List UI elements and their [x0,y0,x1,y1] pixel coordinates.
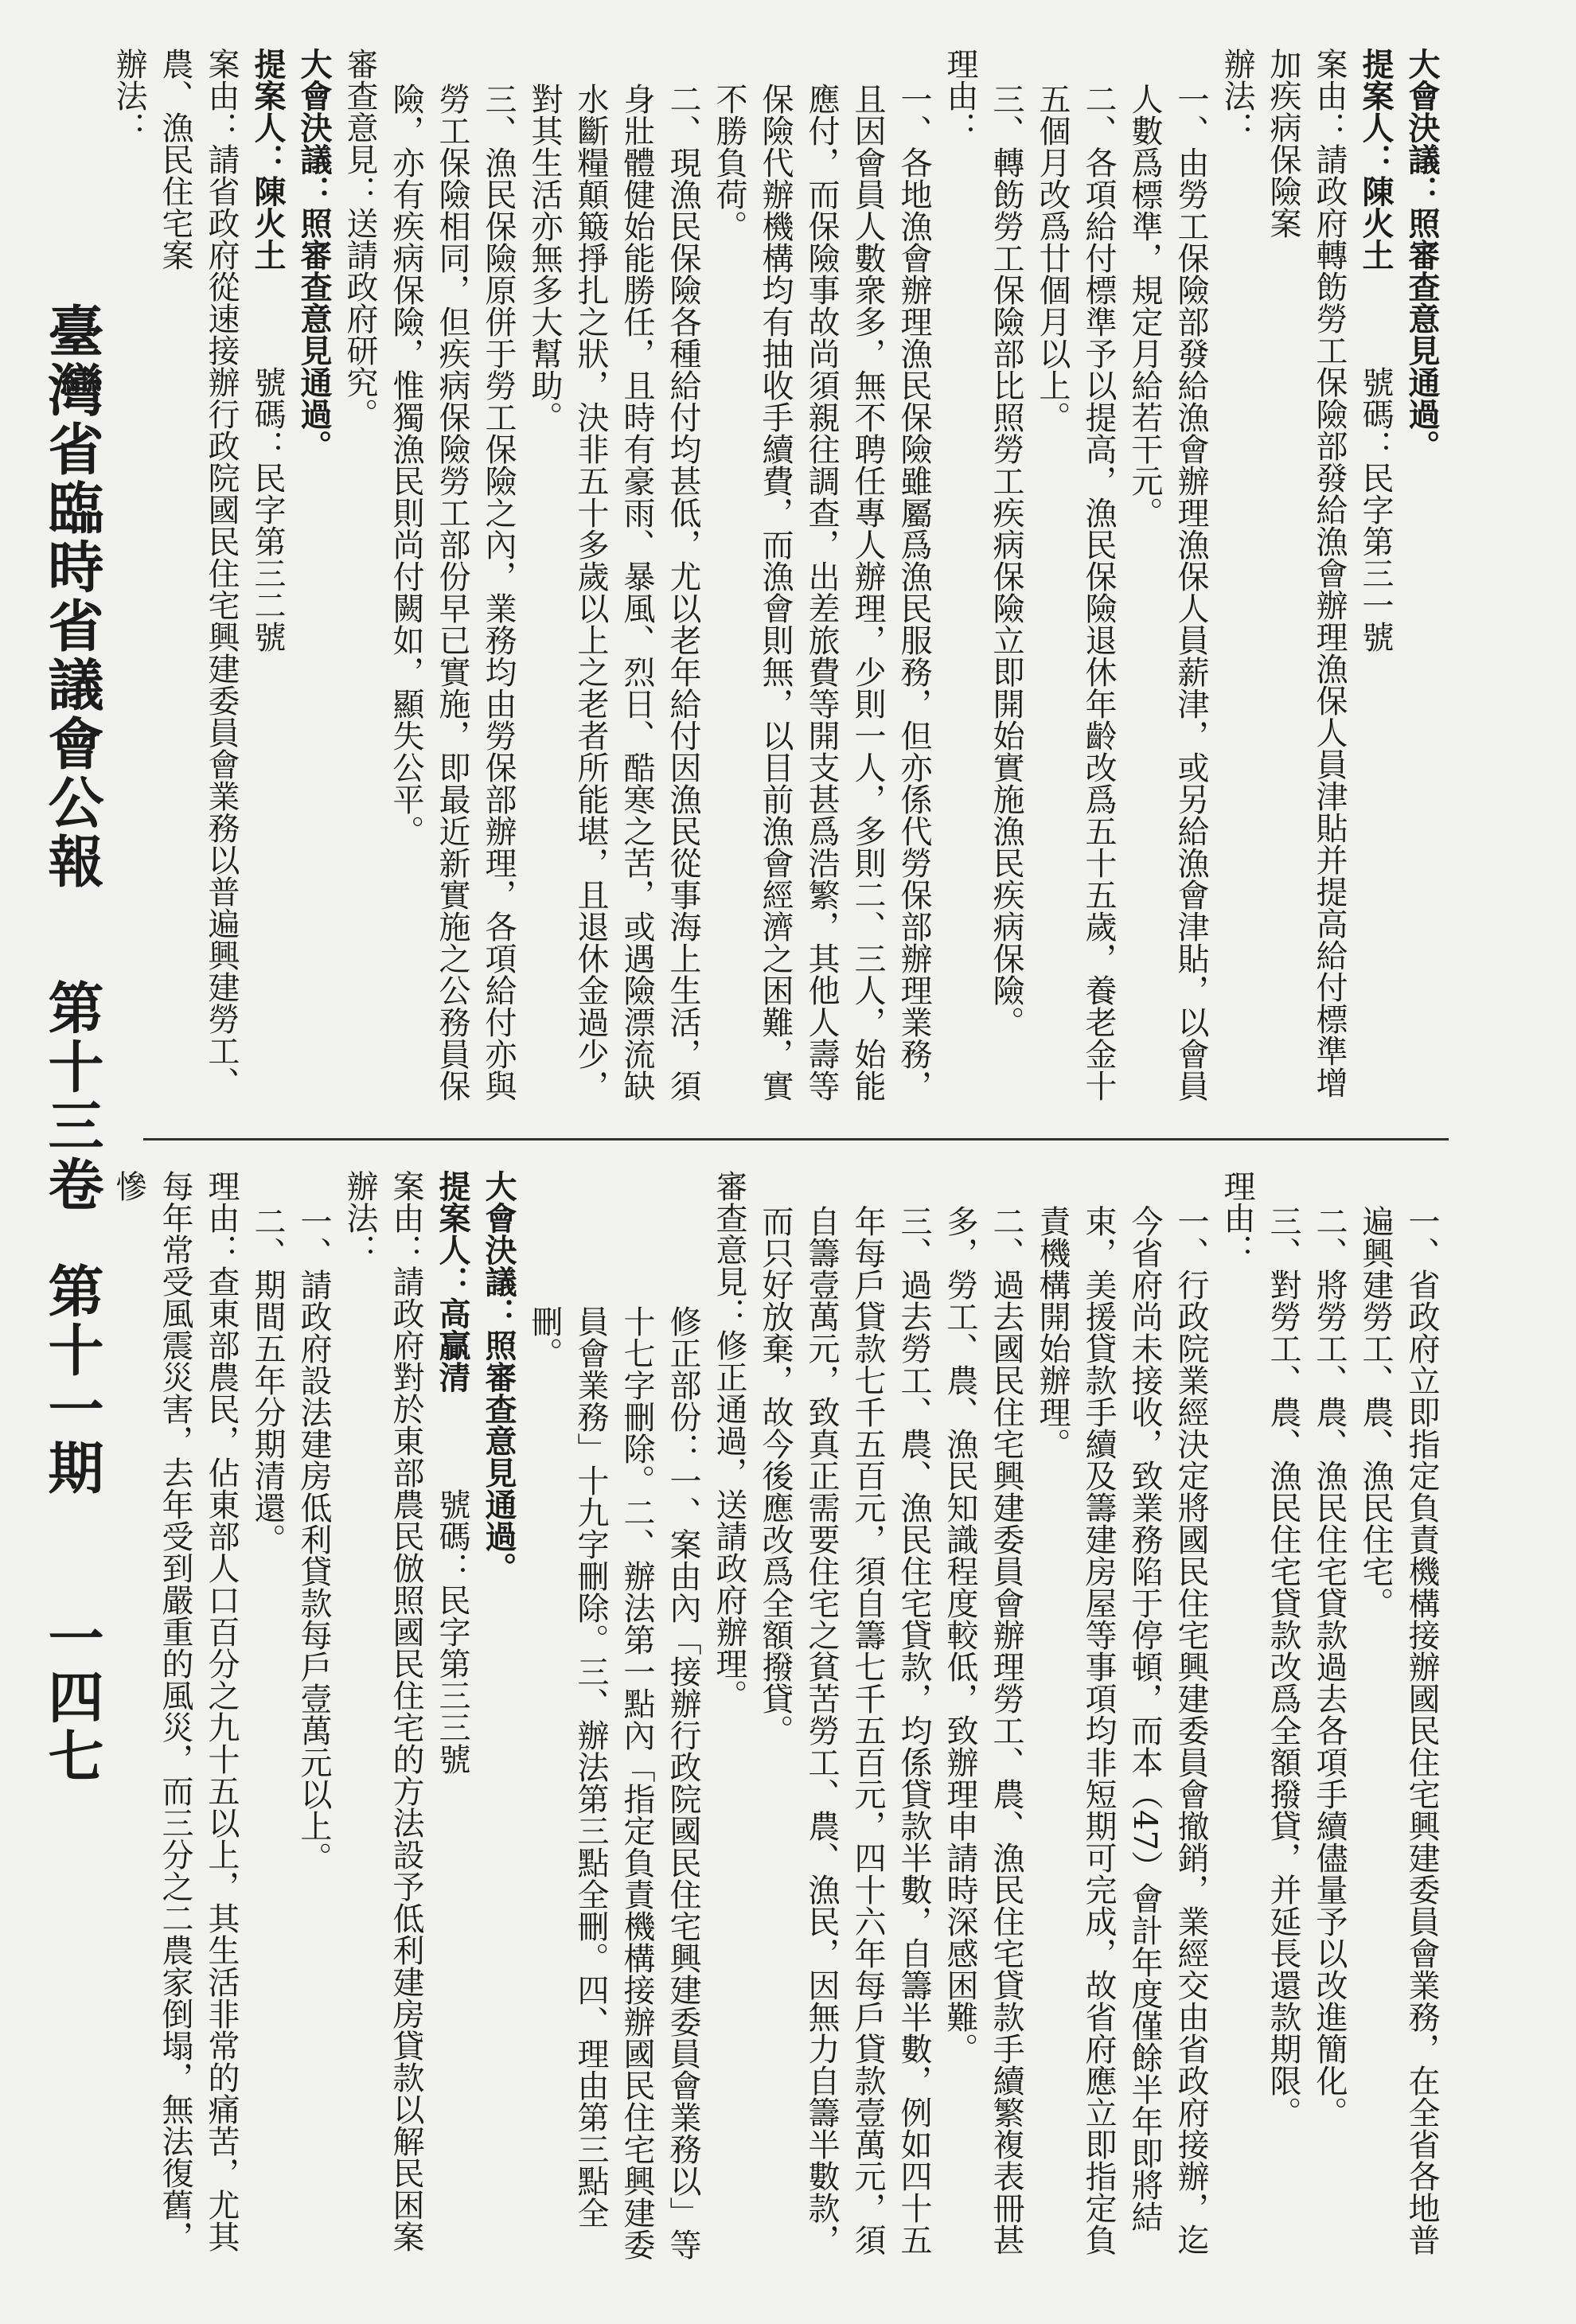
proposal-32-method-2: 二、將勞工、農、漁民住宅貸款過去各項手續儘量予以改進簡化。 [1311,1205,1348,2128]
proposal-33-method-2: 二、期間五年分期清還。 [249,1205,286,1555]
proposal-32-case: 案由：請省政府從速接辦行政院國民住宅興建委員會業務以普遍興建勞工、農、漁民住宅案 [157,48,240,1098]
proposal-32-reason-2: 二、過去國民住宅興建委員會辦理勞工、農、漁民住宅貸款手續繁複表冊甚多，勞工、農、漁民知識程度較低，致辦理申請時深感困難。 [942,1205,1024,2256]
proposal-31-reason-1: 一、各地漁會辦理漁民保險雖屬爲漁民服務，但亦係代勞保部辦理業務，且因會員人數衆多，無不聘任專人辦理，少則一人，多則二、三人，始能應付，而保險事故尚須親往調查，出差旅費等開支甚爲浩繁，其他人壽等保險代辦機構均有抽收手續費，而漁會則無，以目前漁會經濟之困難，實不勝負荷。 [711,83,932,1102]
proposal-32-revision: 修正部份：一、案由內「接辦行政院國民住宅興建委員會業務以」等十七字刪除。二、辦法第一點內「指定負責機構接辦國民住宅興建委員會業務」十九字刪除。三、辦法第三點全刪。四、理由第三點全刪。 [526,1305,701,2260]
gazette-title: 臺灣省臨時省議會公報 [39,302,105,891]
proposal-31-method-1: 一、由勞工保險部發給漁會辦理漁保人員薪津，或另給漁會津貼，以會員人數爲標準，規定月給若干元。 [1126,83,1209,1102]
proposal-33-case: 案由：請政府對於東部農民倣照國民住宅的方法設予低利建房貸款以解民困案 [388,1170,424,2252]
proposal-31-reason-label: 理由： [942,48,978,143]
proposal-31-number: 號碼：民字第三一號 [1357,366,1394,653]
proposal-31-reason-3: 三、漁民保險原併于勞工保險之內，業務均由勞保部辦理，各項給付亦與勞工保險相同，但疾病保險勞工部份早已實施，即最近新實施之公務員保險，亦有疾病保險，惟獨漁民則尚付闕如，顯失公平。 [388,83,517,1102]
proposal-32-method-1: 一、省政府立即指定負責機構接辦國民住宅興建委員會業務，在全省各地普遍興建勞工、農、漁民住宅。 [1357,1205,1440,2256]
proposal-32-reason-label: 理由： [1219,1170,1255,1265]
proposal-32-number: 號碼：民字第三二號 [249,366,286,653]
proposal-32-method-label: 辦法： [111,48,147,143]
page-header [32,302,112,2292]
page-number: 一四七 [39,1609,105,1786]
proposal-32-decision: 大會決議：照審查意見通過。 [480,1170,517,1584]
proposal-33-method-label: 辦法： [341,1170,378,1265]
proposal-32-review: 審查意見：修正通過，送請政府辦理。 [711,1170,747,1711]
prev-decision: 大會決議：照審查意見通過。 [1403,48,1441,462]
top-half [111,48,1445,1114]
proposal-32-reason-3: 三、過去勞工、農、漁民住宅貸款，均係貸款半數，自籌半數，例如四十五年每戶貸款七千五百元，須自籌七千五百元，四十六年每戶貸款壹萬元，須自籌壹萬元，致真正需要住宅之貧苦勞工、農、漁民，因無力自籌半數款，而只好放棄，故今後應改爲全額撥貸。 [757,1205,932,2256]
proposal-31-reason-2: 二、現漁民保險各種給付均甚低，尤以老年給付因漁民從事海上生活，須身壯體健始能勝任，且時有豪雨、暴風、烈日、酷寒之苦，或遇險漂流缺水斷糧顛簸掙扎之狀，決非五十多歲以上之老者所能堪，且退休金過少，對其生活亦無多大幫助。 [526,83,701,1102]
proposal-32-method-3: 三、對勞工、農、漁民住宅貸款改爲全額撥貸，并延長還款期限。 [1265,1205,1301,2128]
proposal-31-method-2: 二、各項給付標準予以提高，漁民保險退休年齡改爲五十五歲，養老金十五個月改爲廿個月以上。 [1034,83,1117,1102]
proposal-32-proposer: 提案人：陳火土號碼：民字第三二號 [249,48,287,653]
proposal-31-review: 審查意見：送請政府研究。 [341,48,378,430]
volume-label: 第十三卷 [39,979,105,1215]
proposal-33-method-1: 一、請政府設法建房低利貸款每戶壹萬元以上。 [295,1205,332,1874]
bottom-half [111,1170,1445,2268]
proposal-31-method-label: 辦法： [1219,48,1255,143]
section-divider [143,1138,1449,1141]
proposal-31-method-3: 三、轉飭勞工保險部比照勞工疾病保險立即開始實施漁民疾病保險。 [988,83,1024,1038]
proposal-33-proposer: 提案人：高贏清號碼：民字第三三號 [434,1170,471,1775]
proposal-32-reason-1: 一、行政院業經決定將國民住宅興建委員會撤銷，業經交由省政府接辦，迄今省府尚未接收，致業務陷于停頓，而本（47）會計年度僅餘半年即將結束，美援貸款手續及籌建房屋等事項均非短期可完成，故省府應立即指定負責機構開始辦理。 [1034,1205,1209,2256]
issue-label: 第十一期 [39,1262,105,1498]
proposal-33-number: 號碼：民字第三三號 [434,1488,470,1775]
proposal-33-reason: 理由：查東部農民，佔東部人口百分之九十五以上，其生活非常的痛苦，尤其每年常受風震災害，去年受到嚴重的風災，而三分之二農家倒塌，無法復舊，慘 [111,1170,240,2252]
proposal-31-decision: 大會決議：照審查意見通過。 [295,48,333,462]
proposal-31-case: 案由：請政府轉飭勞工保險部發給漁會辦理漁保人員津貼并提高給付標準增加疾病保險案 [1265,48,1348,1098]
proposal-31-proposer: 提案人：陳火土號碼：民字第三一號 [1357,48,1395,653]
